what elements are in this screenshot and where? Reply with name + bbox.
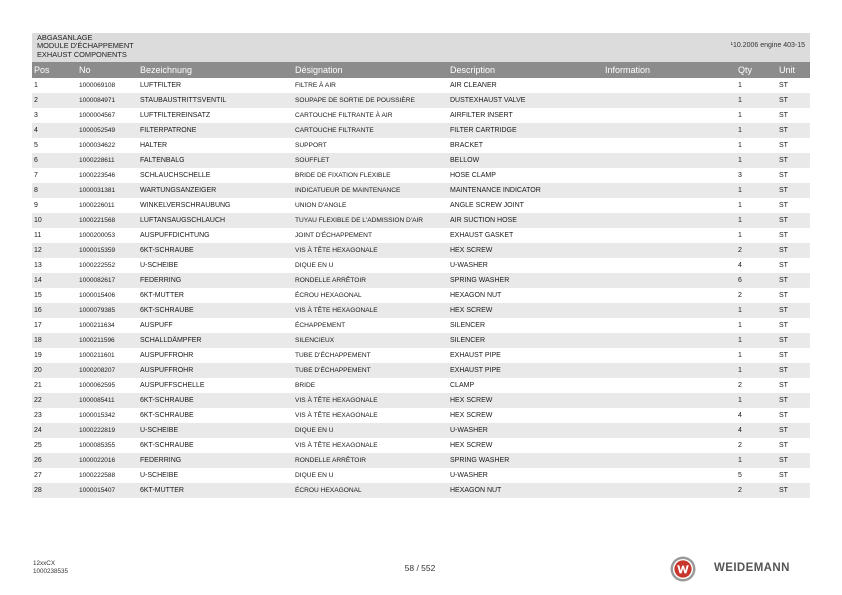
table-row: [32, 108, 810, 123]
row-unit: ST: [777, 423, 810, 438]
row-unit: ST: [777, 483, 810, 498]
row-information: [603, 393, 736, 408]
row-description: CLAMP: [450, 382, 475, 389]
row-pos: 21: [34, 382, 42, 389]
row-bezeichnung: 6KT-MUTTER: [140, 292, 184, 299]
row-information: [603, 288, 736, 303]
table-row: [32, 213, 810, 228]
row-bezeichnung: WINKELVERSCHRAUBUNG: [140, 202, 231, 209]
row-description: AIR CLEANER: [450, 82, 497, 89]
row-designation: RONDELLE ARRÊTOIR: [293, 453, 448, 468]
row-pos: 6: [32, 153, 77, 168]
row-qty: 1: [736, 213, 777, 228]
row-part-number: 1000222588: [79, 472, 116, 479]
row-pos: 8: [32, 183, 77, 198]
row-designation: JOINT D'ÉCHAPPEMENT: [295, 232, 372, 239]
row-qty: 5: [738, 472, 742, 479]
table-row: [32, 333, 810, 348]
row-bezeichnung: STAUBAUSTRITTSVENTIL: [138, 93, 293, 108]
row-part-number: 1000082617: [77, 273, 138, 288]
title-french: MODULE D'ÉCHAPPEMENT: [37, 41, 134, 51]
table-row: [32, 78, 810, 93]
row-unit: ST: [777, 243, 810, 258]
row-part-number: 1000211596: [77, 333, 138, 348]
row-designation: TUBE D'ÉCHAPPEMENT: [295, 352, 371, 359]
row-pos: 22: [32, 393, 77, 408]
row-designation: BRIDE: [295, 382, 316, 389]
table-row: [32, 138, 810, 153]
row-description: HEX SCREW: [448, 243, 603, 258]
row-designation: DIQUE EN U: [295, 262, 334, 269]
table-row: [32, 438, 810, 453]
row-information: [603, 258, 736, 273]
row-designation: RONDELLE ARRÊTOIR: [293, 273, 448, 288]
row-pos: 2: [32, 93, 77, 108]
row-part-number: 1000226011: [79, 202, 115, 209]
row-pos: 25: [34, 442, 42, 449]
row-unit: ST: [779, 82, 788, 89]
row-pos: 7: [34, 172, 38, 179]
model-code: 12xxCX: [33, 560, 56, 567]
row-information: [603, 273, 736, 288]
row-information: [603, 198, 736, 213]
row-pos: 12: [32, 243, 77, 258]
row-qty: 1: [738, 352, 742, 359]
row-part-number: 1000208207: [77, 363, 138, 378]
row-qty: 3: [738, 172, 742, 179]
row-part-number: 1000085355: [79, 442, 116, 449]
row-part-number: 1000031381: [77, 183, 138, 198]
row-part-number: 1000085411: [77, 393, 138, 408]
row-pos: 15: [34, 292, 42, 299]
row-pos: 24: [32, 423, 77, 438]
table-header-row: [32, 62, 810, 78]
row-pos: 16: [32, 303, 77, 318]
row-unit: ST: [777, 303, 810, 318]
row-bezeichnung: 6KT-SCHRAUBE: [138, 393, 293, 408]
row-part-number: 1000052549: [77, 123, 138, 138]
row-qty: 2: [736, 243, 777, 258]
row-unit: ST: [777, 393, 810, 408]
row-information: [603, 468, 736, 483]
row-information: [603, 318, 736, 333]
row-pos: 9: [34, 202, 38, 209]
row-description: U-WASHER: [448, 423, 603, 438]
row-bezeichnung: AUSPUFFDICHTUNG: [140, 232, 210, 239]
column-header-description: Description: [448, 62, 603, 78]
row-part-number: 1000015342: [79, 412, 116, 419]
table-row: [32, 273, 810, 288]
document-number: 1000238535: [33, 568, 69, 575]
row-designation: ÉCROU HEXAGONAL: [295, 292, 362, 299]
row-bezeichnung: FILTERPATRONE: [138, 123, 293, 138]
row-designation: BRIDE DE FIXATION FLEXIBLE: [295, 172, 391, 179]
row-unit: ST: [777, 93, 810, 108]
row-part-number: 1000222552: [79, 262, 116, 269]
row-designation: SUPPORT: [295, 142, 327, 149]
row-designation: VIS À TÊTE HEXAGONALE: [293, 243, 448, 258]
row-pos: 28: [32, 483, 77, 498]
row-designation: FILTRE À AIR: [295, 82, 336, 89]
table-row: [32, 93, 810, 108]
row-description: EXHAUST PIPE: [450, 352, 501, 359]
row-information: [603, 93, 736, 108]
row-qty: 1: [736, 333, 777, 348]
row-bezeichnung: U-SCHEIBE: [140, 262, 179, 269]
row-description: BELLOW: [448, 153, 603, 168]
table-row: [32, 198, 810, 213]
row-information: [603, 423, 736, 438]
row-part-number: 1000034622: [79, 142, 116, 149]
row-unit: ST: [777, 273, 810, 288]
row-qty: 1: [736, 93, 777, 108]
table-row: [32, 453, 810, 468]
row-designation: VIS À TÊTE HEXAGONALE: [295, 442, 378, 449]
row-bezeichnung: LUFTFILTEREINSATZ: [140, 112, 211, 119]
assembly-title: [37, 34, 134, 59]
table-row: [32, 228, 810, 243]
row-designation: SOUPAPE DE SORTIE DE POUSSIÈRE: [293, 93, 448, 108]
row-bezeichnung: AUSPUFF: [140, 322, 173, 329]
row-qty: 1: [738, 232, 742, 239]
row-unit: ST: [779, 412, 788, 419]
row-bezeichnung: FALTENBALG: [138, 153, 293, 168]
row-designation: UNION D'ANGLE: [295, 202, 347, 209]
row-information: [603, 213, 736, 228]
row-unit: ST: [779, 442, 788, 449]
row-description: SILENCER: [450, 322, 486, 329]
row-description: HEX SCREW: [448, 393, 603, 408]
row-part-number: 1000015407: [77, 483, 138, 498]
row-qty: 1: [738, 322, 742, 329]
row-unit: ST: [777, 123, 810, 138]
row-description: SILENCER: [448, 333, 603, 348]
row-designation: SILENCIEUX: [293, 333, 448, 348]
row-part-number: 1000211634: [79, 322, 115, 329]
row-part-number: 1000222819: [77, 423, 138, 438]
row-information: [603, 438, 736, 453]
row-unit: ST: [779, 322, 788, 329]
row-bezeichnung: 6KT-SCHRAUBE: [140, 412, 194, 419]
row-description: EXHAUST PIPE: [448, 363, 603, 378]
column-header-pos: Pos: [32, 62, 77, 78]
row-description: HEXAGON NUT: [450, 292, 502, 299]
column-header-no: No: [77, 62, 138, 78]
table-row: [32, 288, 810, 303]
row-part-number: 1000223546: [79, 172, 116, 179]
row-information: [603, 408, 736, 423]
row-designation: DIQUE EN U: [293, 423, 448, 438]
table-row: [32, 243, 810, 258]
table-row: [32, 468, 810, 483]
row-part-number: 1000015406: [79, 292, 116, 299]
row-pos: 19: [34, 352, 42, 359]
row-unit: ST: [779, 172, 788, 179]
row-bezeichnung: 6KT-MUTTER: [138, 483, 293, 498]
row-designation: ÉCHAPPEMENT: [295, 322, 346, 329]
row-pos: 27: [34, 472, 42, 479]
row-qty: 1: [736, 393, 777, 408]
row-unit: ST: [777, 213, 810, 228]
row-qty: 1: [736, 123, 777, 138]
row-pos: 17: [34, 322, 42, 329]
row-pos: 11: [34, 232, 42, 239]
row-designation: CARTOUCHE FILTRANTE À AIR: [295, 112, 393, 119]
row-bezeichnung: SCHALLDÄMPFER: [138, 333, 293, 348]
column-header-information: Information: [603, 62, 736, 78]
row-pos: 26: [32, 453, 77, 468]
row-bezeichnung: 6KT-SCHRAUBE: [138, 243, 293, 258]
row-information: [603, 243, 736, 258]
row-bezeichnung: 6KT-SCHRAUBE: [140, 442, 194, 449]
row-description: DUSTEXHAUST VALVE: [448, 93, 603, 108]
row-designation: TUYAU FLEXIBLE DE L'ADMISSION D'AIR: [293, 213, 448, 228]
row-part-number: 1000015359: [77, 243, 138, 258]
row-qty: 1: [736, 453, 777, 468]
row-unit: ST: [777, 363, 810, 378]
row-bezeichnung: FEDERRING: [138, 453, 293, 468]
row-description: HEX SCREW: [450, 442, 493, 449]
table-row: [32, 378, 810, 393]
table-row: [32, 318, 810, 333]
parts-table: [32, 62, 810, 498]
row-designation: DIQUE EN U: [295, 472, 334, 479]
row-part-number: 1000084971: [77, 93, 138, 108]
row-qty: 1: [738, 202, 742, 209]
column-header-qty: Qty: [736, 62, 777, 78]
row-information: [603, 303, 736, 318]
row-designation: INDICATUEUR DE MAINTENANCE: [293, 183, 448, 198]
row-designation: CARTOUCHE FILTRANTE: [293, 123, 448, 138]
row-unit: ST: [779, 112, 788, 119]
row-bezeichnung: LUFTFILTER: [140, 82, 182, 89]
row-designation: SOUFFLET: [293, 153, 448, 168]
row-bezeichnung: WARTUNGSANZEIGER: [138, 183, 293, 198]
row-pos: 23: [34, 412, 42, 419]
row-description: FILTER CARTRIDGE: [448, 123, 603, 138]
row-pos: 13: [34, 262, 42, 269]
row-unit: ST: [779, 292, 788, 299]
row-unit: ST: [777, 453, 810, 468]
row-bezeichnung: U-SCHEIBE: [138, 423, 293, 438]
row-bezeichnung: LUFTANSAUGSCHLAUCH: [138, 213, 293, 228]
row-description: MAINTENANCE INDICATOR: [448, 183, 603, 198]
column-header-designation: Désignation: [293, 62, 448, 78]
row-pos: 3: [34, 112, 38, 119]
row-description: HOSE CLAMP: [450, 172, 496, 179]
row-information: [603, 78, 736, 93]
row-designation: VIS À TÊTE HEXAGONALE: [293, 303, 448, 318]
row-information: [603, 333, 736, 348]
row-qty: 1: [738, 112, 742, 119]
brand-name: WEIDEMANN: [714, 562, 790, 574]
table-row: [32, 423, 810, 438]
row-bezeichnung: 6KT-SCHRAUBE: [138, 303, 293, 318]
row-description: EXHAUST GASKET: [450, 232, 514, 239]
row-part-number: 1000211601: [79, 352, 115, 359]
row-part-number: 1000200053: [79, 232, 116, 239]
row-qty: 1: [738, 82, 742, 89]
table-row: [32, 258, 810, 273]
row-information: [603, 483, 736, 498]
row-qty: 1: [736, 303, 777, 318]
row-description: U-WASHER: [450, 472, 488, 479]
table-row: [32, 153, 810, 168]
column-header-unit: Unit: [777, 62, 810, 78]
row-information: [603, 138, 736, 153]
row-qty: 2: [738, 292, 742, 299]
row-information: [603, 108, 736, 123]
weidemann-logo: [670, 556, 815, 582]
row-unit: ST: [777, 153, 810, 168]
row-qty: 4: [738, 412, 742, 419]
row-part-number: 1000069108: [79, 82, 116, 89]
weidemann-w-logo-icon: [670, 556, 696, 582]
row-qty: 6: [736, 273, 777, 288]
table-row: [32, 183, 810, 198]
page-number: 58 / 552: [404, 563, 436, 573]
table-row: [32, 483, 810, 498]
row-description: U-WASHER: [450, 262, 488, 269]
row-unit: ST: [779, 352, 788, 359]
row-part-number: 1000221568: [77, 213, 138, 228]
row-information: [603, 153, 736, 168]
row-description: HEX SCREW: [448, 303, 603, 318]
table-row: [32, 303, 810, 318]
row-pos: 20: [32, 363, 77, 378]
row-pos: 4: [32, 123, 77, 138]
row-pos: 10: [32, 213, 77, 228]
engine-reference: ¹10.2006 engine 403-15: [730, 42, 805, 49]
row-information: [603, 363, 736, 378]
row-information: [603, 228, 736, 243]
row-unit: ST: [779, 262, 788, 269]
row-pos: 14: [32, 273, 77, 288]
row-description: BRACKET: [450, 142, 484, 149]
row-qty: 4: [736, 423, 777, 438]
row-unit: ST: [779, 472, 788, 479]
row-part-number: 1000228611: [77, 153, 138, 168]
row-part-number: 1000004567: [79, 112, 116, 119]
row-bezeichnung: AUSPUFFSCHELLE: [140, 382, 205, 389]
row-description: SPRING WASHER: [448, 453, 603, 468]
row-pos: 18: [32, 333, 77, 348]
table-row: [32, 363, 810, 378]
row-unit: ST: [779, 202, 788, 209]
row-information: [603, 123, 736, 138]
title-band: [32, 33, 810, 62]
row-unit: ST: [777, 333, 810, 348]
title-german: ABGASANLAGE: [37, 33, 93, 42]
row-qty: 2: [736, 483, 777, 498]
row-bezeichnung: AUSPUFFROHR: [138, 363, 293, 378]
row-bezeichnung: SCHLAUCHSCHELLE: [140, 172, 211, 179]
row-part-number: 1000079385: [77, 303, 138, 318]
row-designation: VIS À TÊTE HEXAGONALE: [293, 393, 448, 408]
row-description: AIR SUCTION HOSE: [448, 213, 603, 228]
row-qty: 1: [736, 153, 777, 168]
row-information: [603, 168, 736, 183]
row-information: [603, 453, 736, 468]
row-unit: ST: [779, 382, 788, 389]
row-bezeichnung: AUSPUFFROHR: [140, 352, 194, 359]
row-designation: ÉCROU HEXAGONAL: [293, 483, 448, 498]
row-part-number: 1000022016: [77, 453, 138, 468]
row-description: HEX SCREW: [450, 412, 493, 419]
document-info: [33, 560, 68, 576]
row-unit: ST: [777, 183, 810, 198]
row-designation: TUBE D'ÉCHAPPEMENT: [293, 363, 448, 378]
row-qty: 4: [738, 262, 742, 269]
row-pos: 5: [34, 142, 38, 149]
row-designation: VIS À TÊTE HEXAGONALE: [295, 412, 378, 419]
row-pos: 1: [34, 82, 38, 89]
table-row: [32, 123, 810, 138]
row-unit: ST: [779, 142, 788, 149]
parts-table-body: [32, 78, 810, 498]
row-qty: 2: [738, 442, 742, 449]
table-row: [32, 408, 810, 423]
row-qty: 1: [736, 363, 777, 378]
row-bezeichnung: HALTER: [140, 142, 168, 149]
row-qty: 2: [738, 382, 742, 389]
row-part-number: 1000062595: [79, 382, 116, 389]
row-description: ANGLE SCREW JOINT: [450, 202, 524, 209]
row-description: SPRING WASHER: [448, 273, 603, 288]
row-information: [603, 378, 736, 393]
table-row: [32, 348, 810, 363]
row-qty: 1: [736, 183, 777, 198]
table-row: [32, 168, 810, 183]
table-row: [32, 393, 810, 408]
column-header-bezeichnung: Bezeichnung: [138, 62, 293, 78]
row-information: [603, 183, 736, 198]
row-qty: 1: [738, 142, 742, 149]
row-bezeichnung: U-SCHEIBE: [140, 472, 179, 479]
row-description: HEXAGON NUT: [448, 483, 603, 498]
row-unit: ST: [779, 232, 788, 239]
row-description: AIRFILTER INSERT: [450, 112, 513, 119]
title-english: EXHAUST COMPONENTS: [37, 49, 127, 59]
row-information: [603, 348, 736, 363]
row-bezeichnung: FEDERRING: [138, 273, 293, 288]
